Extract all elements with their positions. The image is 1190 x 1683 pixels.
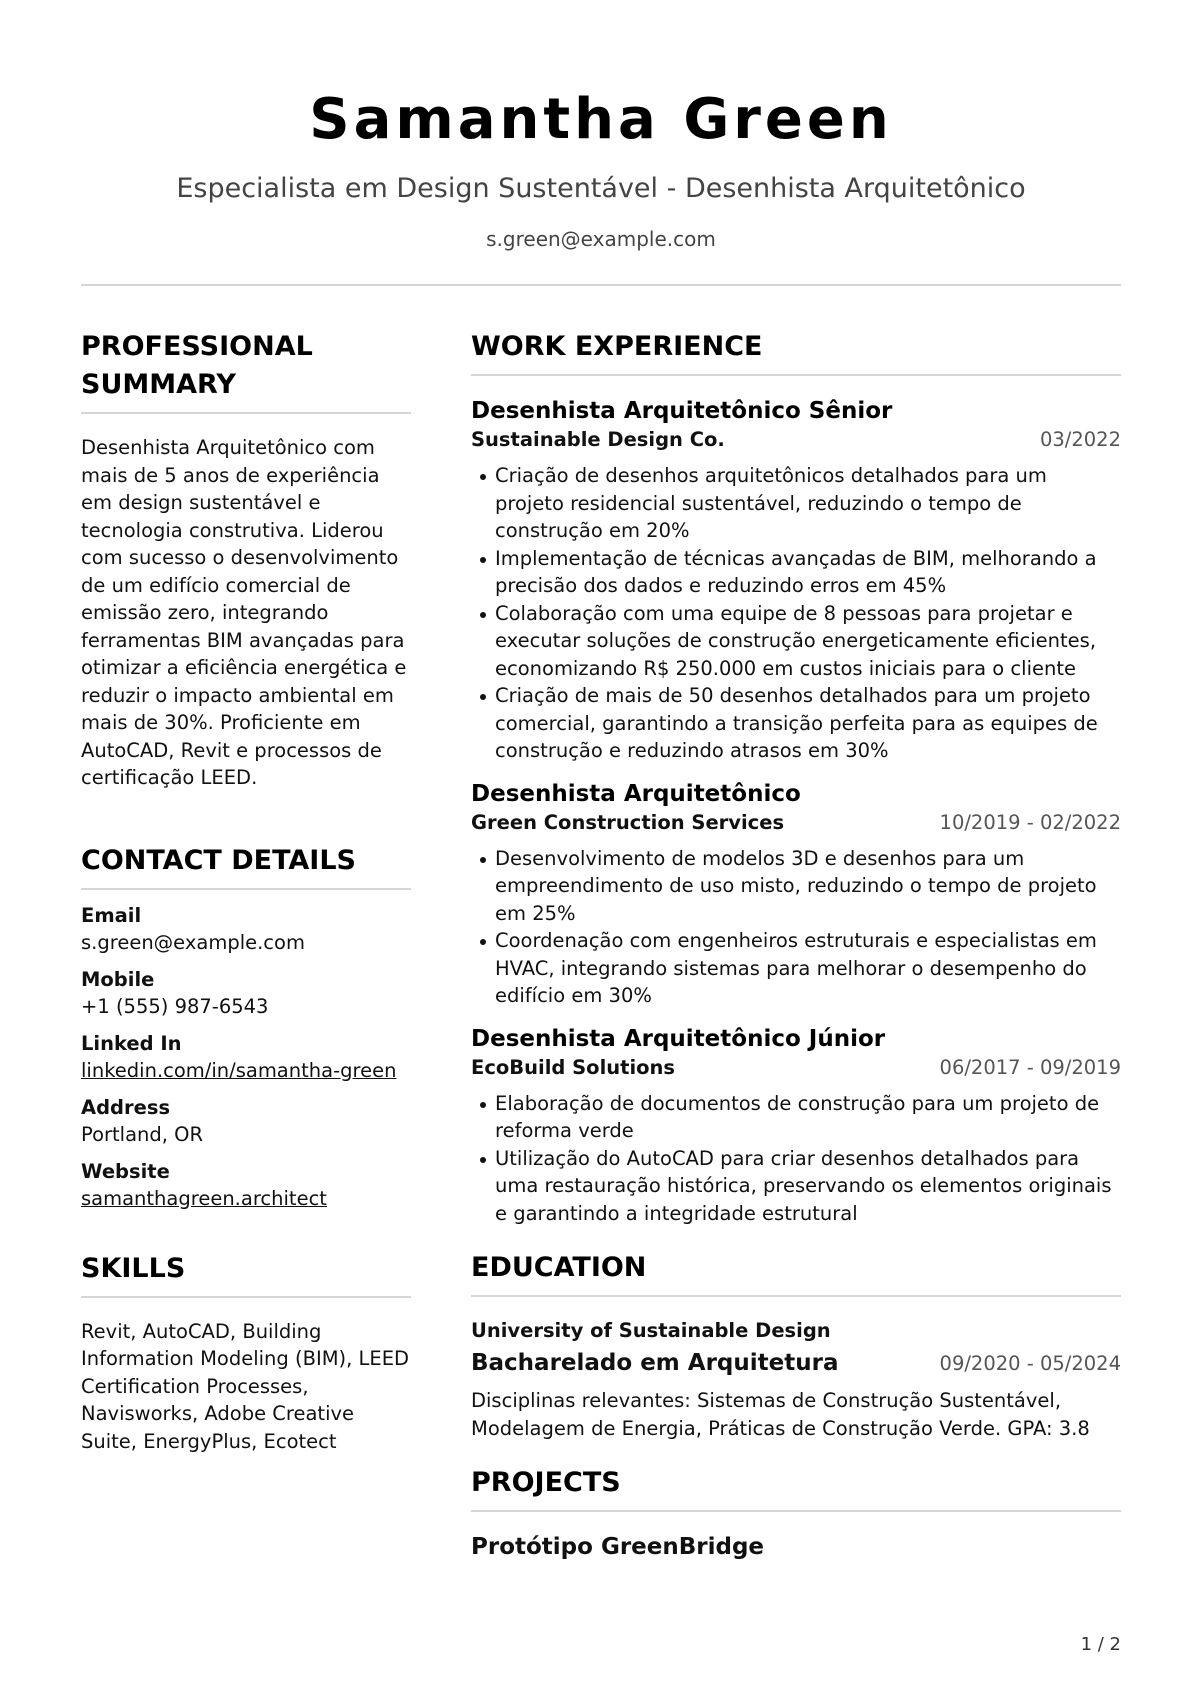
contact-address-value: Portland, OR: [81, 1122, 204, 1146]
contact-email-value[interactable]: s.green@example.com: [81, 930, 305, 954]
projects-title: PROJECTS: [471, 1467, 621, 1498]
candidate-subtitle: Especialista em Design Sustentável - Desenhista Arquitetônico: [176, 173, 1026, 204]
skills-divider: [81, 1296, 411, 1298]
job-bullet: Coordenação com engenheiros estruturais e especialistas em HVAC, integrando sistemas para melhorar o desempenho do edifício em 30%: [471, 927, 1121, 1010]
skills-text: Revit, AutoCAD, Building Information Modeling (BIM), LEED Certification Processes, Navisworks, Adobe Creative Suite, EnergyPlus, Ecotect: [81, 1319, 410, 1453]
experience-title: WORK EXPERIENCE: [471, 331, 763, 362]
job-bullet: Utilização do AutoCAD para criar desenhos detalhados para uma restauração histórica, preservando os elementos originais e garantindo a integridade estrutural: [471, 1145, 1121, 1228]
job-company: Green Construction Services: [471, 810, 785, 834]
job-bullet: Criação de desenhos arquitetônicos detalhados para um projeto residencial sustentável, reduzindo o tempo de construção em 20%: [471, 462, 1121, 545]
contact-label: Mobile: [81, 967, 155, 991]
job-bullet: Elaboração de documentos de construção para um projeto de reforma verde: [471, 1090, 1121, 1145]
job-meta: [471, 1054, 1121, 1082]
job-bullet: Desenvolvimento de modelos 3D e desenhos para um empreendimento de uso misto, reduzindo o tempo de projeto em 25%: [471, 845, 1121, 928]
job-bullets: [471, 462, 1121, 765]
summary-text: Desenhista Arquitetônico com mais de 5 anos de experiência em design sustentável e tecnologia construtiva. Liderou com sucesso o desenvolvimento de um edifício comercial de emissão zero, integrando ferramentas BIM avançadas para otimizar a eficiência energética e reduzir o impacto ambiental em mais de 30%. Proficiente em AutoCAD, Revit e processos de certificação LEED.: [81, 436, 407, 789]
contact-label: Linked In: [81, 1031, 182, 1055]
contact-item-address: [81, 1094, 411, 1148]
job-date: 06/2017 - 09/2019: [939, 1055, 1121, 1079]
job-title: Desenhista Arquitetônico: [471, 780, 801, 807]
education-section: [471, 1249, 1121, 1442]
contact-item-linkedin: [81, 1030, 411, 1084]
contact-divider: [81, 888, 411, 890]
website-link[interactable]: samanthagreen.architect: [81, 1186, 327, 1210]
page-number: 1 / 2: [1080, 1634, 1121, 1655]
summary-section: [81, 328, 411, 792]
contact-label: Email: [81, 903, 142, 927]
job-bullets: [471, 1090, 1121, 1228]
skills-section: [81, 1250, 411, 1456]
project-name: Protótipo GreenBridge: [471, 1534, 765, 1560]
job-date: 10/2019 - 02/2022: [939, 810, 1121, 834]
summary-title: PROFESSIONAL SUMMARY: [81, 331, 313, 400]
contact-mobile-value: +1 (555) 987-6543: [81, 994, 269, 1018]
experience-section: [471, 328, 1121, 1227]
job-meta: [471, 426, 1121, 454]
education-divider: [471, 1295, 1121, 1297]
contact-item-website: [81, 1158, 411, 1212]
job-entry: [471, 779, 1121, 1010]
contact-section: [81, 842, 411, 1212]
left-column: [81, 328, 411, 1455]
contact-item-email: [81, 902, 411, 956]
education-title: EDUCATION: [471, 1252, 647, 1283]
education-meta: [471, 1347, 1121, 1379]
right-column: [471, 328, 1121, 1562]
projects-divider: [471, 1510, 1121, 1512]
contact-item-mobile: [81, 966, 411, 1020]
job-date: 03/2022: [1039, 428, 1121, 451]
education-description: Disciplinas relevantes: Sistemas de Construção Sustentável, Modelagem de Energia, Práticas de Construção Verde. GPA: 3.8: [471, 1389, 1090, 1440]
job-entry: [471, 396, 1121, 765]
job-company: Sustainable Design Co.: [471, 428, 725, 451]
job-title: Desenhista Arquitetônico Sênior: [471, 398, 893, 424]
contact-label: Address: [81, 1095, 171, 1119]
job-bullet: Implementação de técnicas avançadas de BIM, melhorando a precisão dos dados e reduzindo erros em 45%: [471, 545, 1121, 600]
job-bullets: [471, 845, 1121, 1010]
job-company: EcoBuild Solutions: [471, 1055, 676, 1079]
linkedin-link[interactable]: linkedin.com/in/samantha-green: [81, 1058, 397, 1082]
experience-divider: [471, 374, 1121, 376]
header-divider: [81, 284, 1121, 286]
skills-title: SKILLS: [81, 1252, 186, 1284]
education-school: University of Sustainable Design: [471, 1319, 831, 1342]
resume-header: [81, 86, 1121, 252]
candidate-name: Samantha Green: [309, 87, 893, 152]
contact-title: CONTACT DETAILS: [81, 844, 356, 876]
job-title: Desenhista Arquitetônico Júnior: [471, 1025, 886, 1052]
projects-section: [471, 1464, 1121, 1562]
education-date: 09/2020 - 05/2024: [939, 1352, 1121, 1375]
summary-divider: [81, 412, 411, 414]
job-bullet: Criação de mais de 50 desenhos detalhados para um projeto comercial, garantindo a transição perfeita para as equipes de construção e reduzindo atrasos em 30%: [471, 682, 1121, 765]
contact-label: Website: [81, 1159, 170, 1183]
education-degree: Bacharelado em Arquitetura: [471, 1350, 839, 1376]
job-entry: [471, 1024, 1121, 1228]
job-bullet: Colaboração com uma equipe de 8 pessoas para projetar e executar soluções de construção energeticamente eficientes, economizando R$ 250.000 em custos iniciais para o cliente: [471, 600, 1121, 683]
header-email[interactable]: s.green@example.com: [486, 227, 716, 251]
job-meta: [471, 809, 1121, 837]
